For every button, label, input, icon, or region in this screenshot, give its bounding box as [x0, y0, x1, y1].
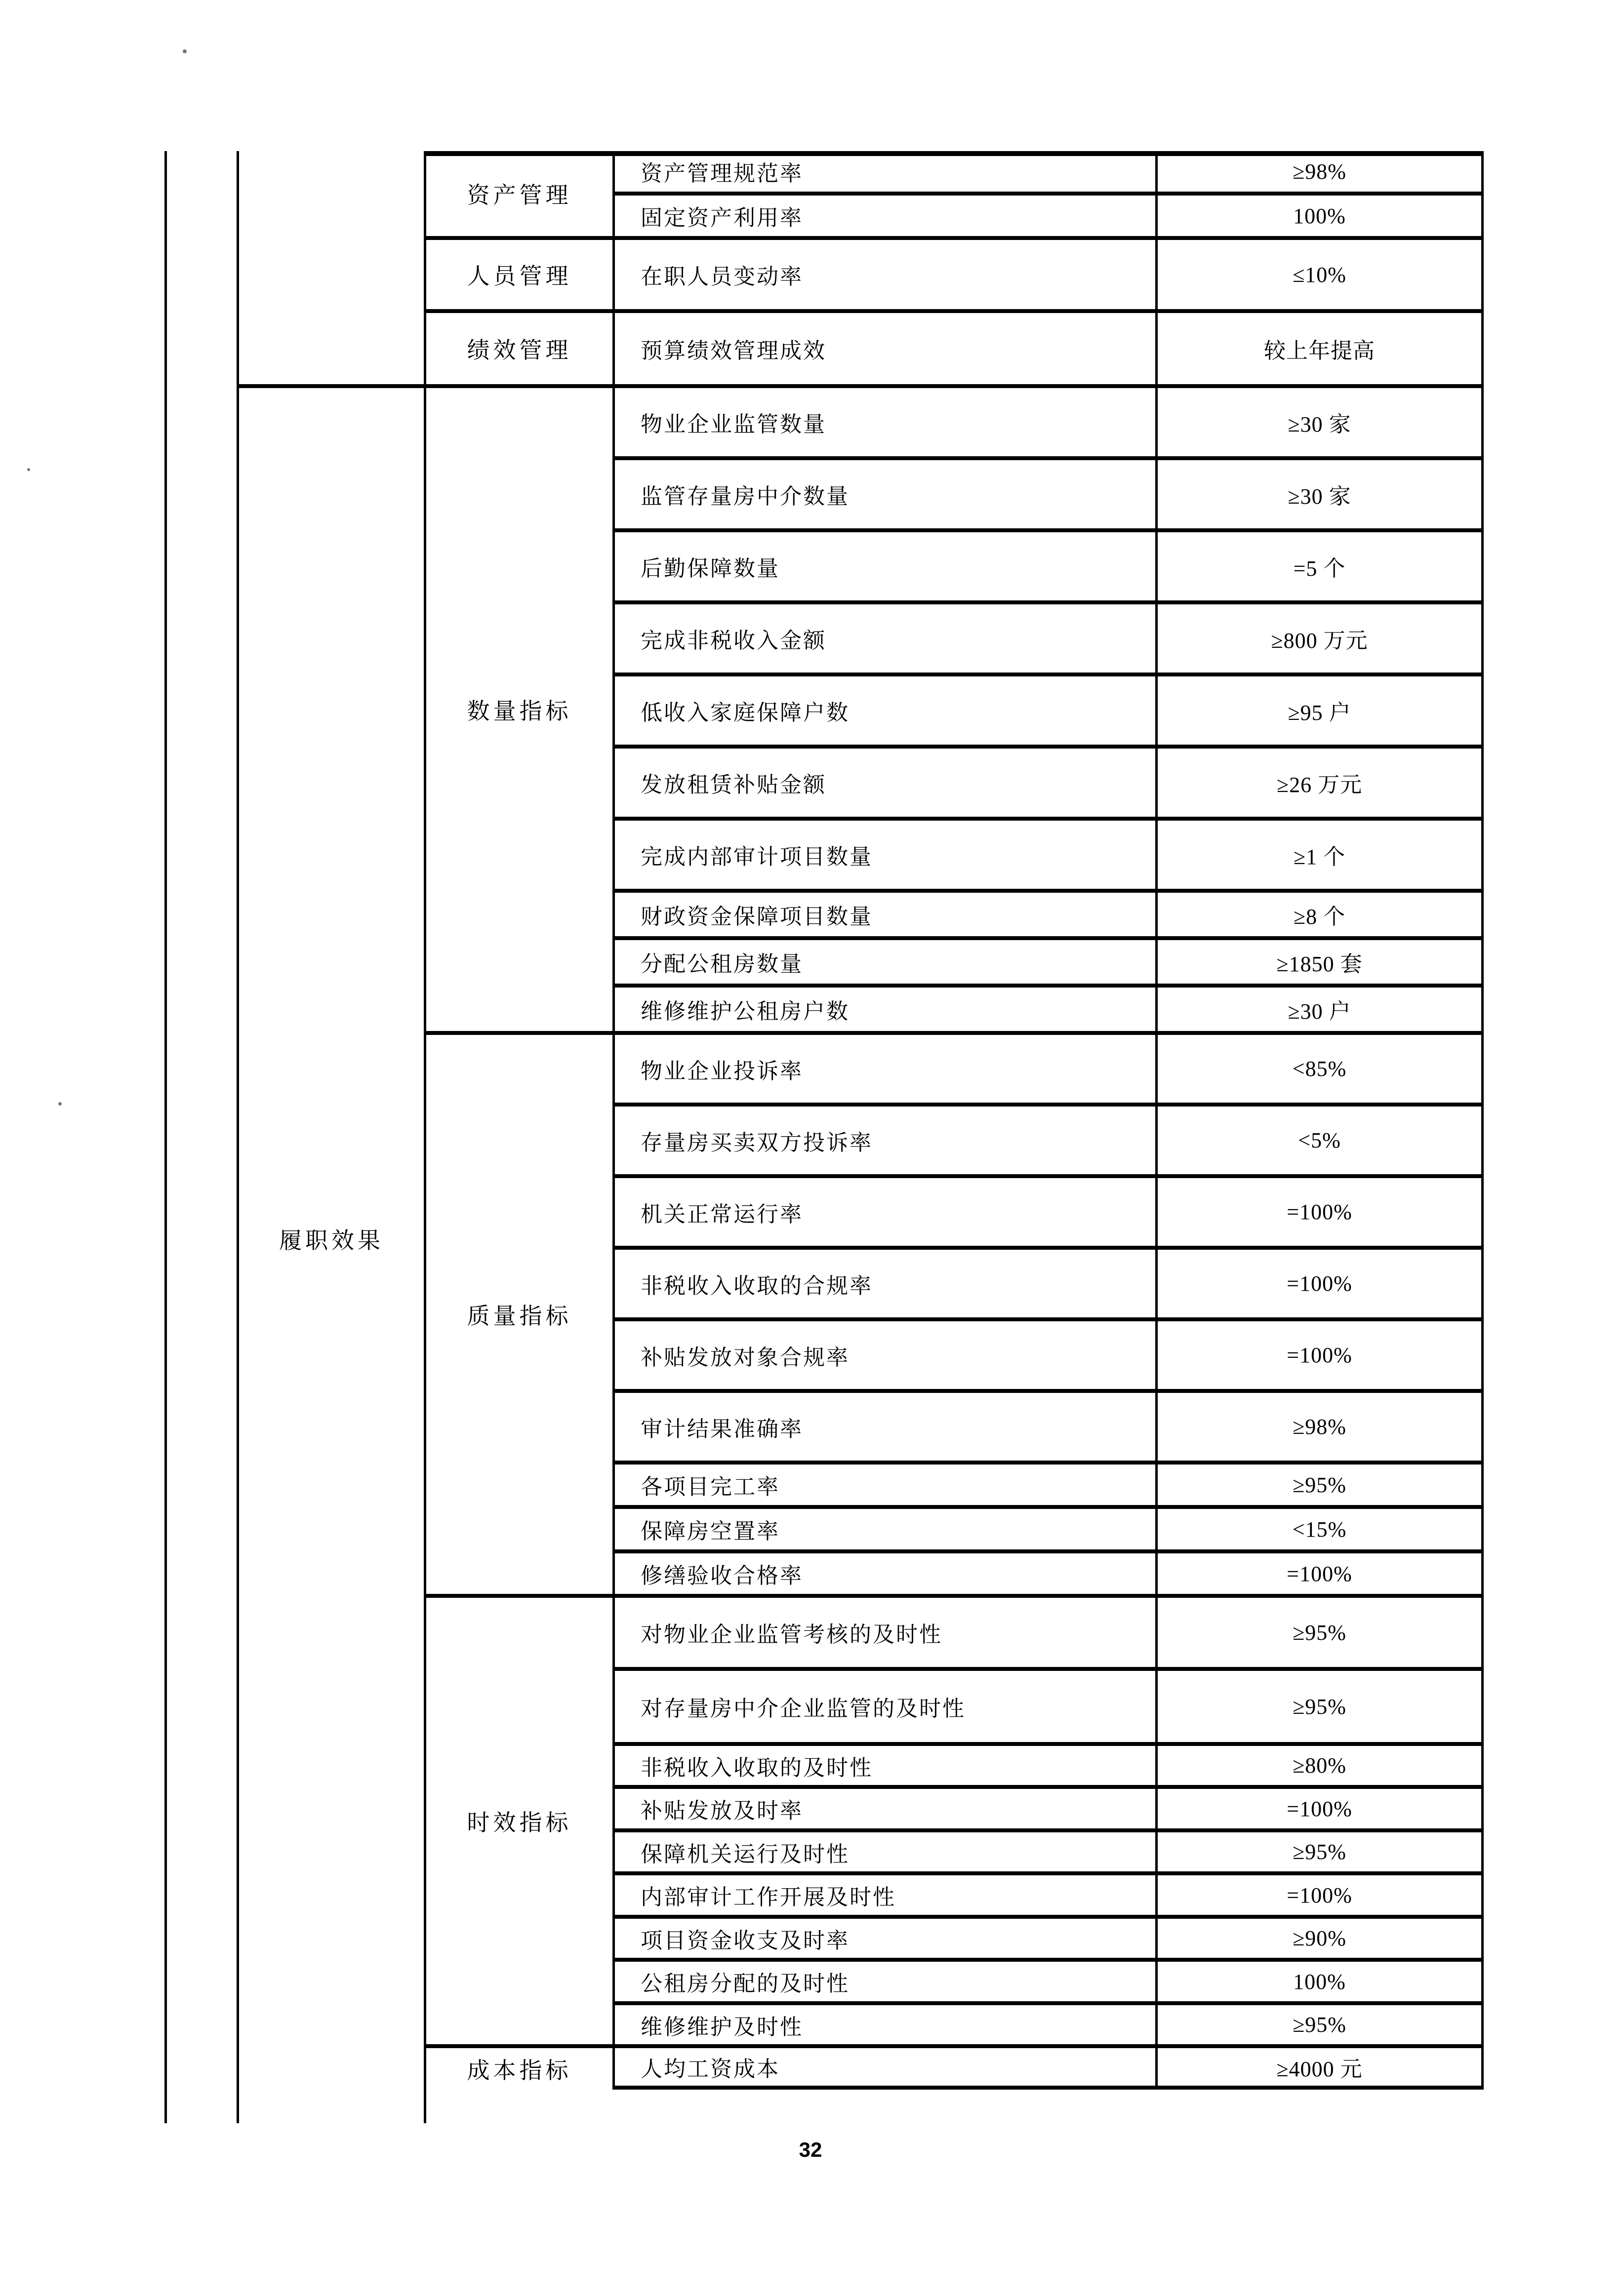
- section-column: [239, 151, 424, 2123]
- table-row: [615, 240, 1481, 313]
- table-top-border: [424, 151, 1484, 156]
- indicator-value-cell: =100%: [1287, 1883, 1352, 1907]
- indicator-name-cell: 维修维护公租房户数: [615, 988, 1158, 1031]
- indicator-name-cell: 资产管理规范率: [615, 151, 1158, 192]
- table-row: [615, 1553, 1481, 1598]
- indicator-value-cell: ≥26 万元: [1276, 773, 1363, 797]
- indicator-name-cell: 补贴发放及时率: [615, 1789, 1158, 1828]
- indicator-name-cell: 内部审计工作开展及时性: [615, 1875, 1158, 1915]
- table-row: [615, 2005, 1481, 2048]
- group-label-cell: 绩效管理: [426, 313, 612, 388]
- indicator-value-cell: =100%: [1287, 1561, 1352, 1586]
- indicator-name-cell: 保障机关运行及时性: [615, 1832, 1158, 1871]
- indicator-name-cell: 完成内部审计项目数量: [615, 821, 1158, 889]
- indicator-name-cell: 物业企业监管数量: [615, 388, 1158, 456]
- indicator-name-cell: 对存量房中介企业监管的及时性: [615, 1671, 1158, 1742]
- group-label-cell: 数量指标: [426, 388, 612, 1035]
- indicator-value-cell: =100%: [1287, 1200, 1352, 1224]
- indicator-name-cell: 人均工资成本: [615, 2048, 1158, 2086]
- indicator-name-cell: 公租房分配的及时性: [615, 1962, 1158, 2001]
- group-label-cell: 质量指标: [426, 1035, 612, 1598]
- indicator-name-cell: 发放租赁补贴金额: [615, 749, 1158, 817]
- indicator-value-cell: ≥4000 元: [1276, 2057, 1363, 2081]
- table-row: [615, 196, 1481, 240]
- table-row: [615, 388, 1481, 460]
- indicator-value-cell: ≥90%: [1293, 1926, 1346, 1950]
- indicator-name-cell: 物业企业投诉率: [615, 1035, 1158, 1103]
- table-row: [615, 676, 1481, 749]
- table-row: [615, 1671, 1481, 1746]
- group-column: [424, 151, 612, 2123]
- table-row: [615, 893, 1481, 940]
- indicator-name-cell: 后勤保障数量: [615, 532, 1158, 600]
- page-number: 32: [799, 2138, 822, 2161]
- indicator-value-cell: <5%: [1298, 1128, 1341, 1152]
- indicator-value-cell: <85%: [1292, 1057, 1347, 1081]
- indicator-value-cell: 100%: [1293, 1969, 1346, 1994]
- table-row: [615, 1178, 1481, 1250]
- scan-speck: [58, 1102, 62, 1106]
- group-label-cell: 时效指标: [426, 1598, 612, 2048]
- indicator-value-cell: ≥30 家: [1288, 412, 1351, 436]
- indicator-value-cell: ≥1 个: [1293, 845, 1346, 869]
- table-row: [615, 313, 1481, 388]
- table-row: [615, 749, 1481, 821]
- group-label-cell: 人员管理: [426, 240, 612, 313]
- indicator-value-cell: ≥95%: [1293, 1472, 1346, 1497]
- table-row: [615, 1035, 1481, 1107]
- indicator-name-cell: 项目资金收支及时率: [615, 1919, 1158, 1958]
- indicator-name-cell: 完成非税收入金额: [615, 604, 1158, 673]
- indicator-name-cell: 机关正常运行率: [615, 1178, 1158, 1246]
- table-row: [615, 1465, 1481, 1509]
- indicator-value-cell: ≥800 万元: [1271, 629, 1368, 653]
- indicator-name-cell: 各项目完工率: [615, 1465, 1158, 1505]
- table-row: [615, 1919, 1481, 1962]
- table-row: [615, 1962, 1481, 2005]
- indicator-value-cell: =100%: [1287, 1271, 1352, 1296]
- group-label-cell: 成本指标: [467, 2058, 572, 2083]
- table-row: [615, 532, 1481, 604]
- indicator-name-cell: 财政资金保障项目数量: [615, 893, 1158, 936]
- table-row: [615, 1250, 1481, 1321]
- table-row: [615, 1746, 1481, 1789]
- indicator-value-cell: 100%: [1293, 203, 1346, 228]
- indicator-name-cell: 审计结果准确率: [615, 1393, 1158, 1461]
- table-row: [615, 1875, 1481, 1919]
- indicator-value-cell: ≥30 家: [1288, 484, 1351, 509]
- indicator-value-cell: ≥1850 套: [1276, 952, 1363, 976]
- indicator-value-cell: =100%: [1287, 1796, 1352, 1821]
- indicator-value-cell: ≥95%: [1293, 2013, 1346, 2037]
- indicator-value-cell: ≥98%: [1293, 1415, 1346, 1439]
- indicator-name-cell: 维修维护及时性: [615, 2005, 1158, 2044]
- indicator-value-cell: ≤10%: [1293, 262, 1346, 287]
- section-label-cell: [239, 151, 424, 388]
- indicator-name-cell: 修缮验收合格率: [615, 1553, 1158, 1594]
- table-row: [615, 988, 1481, 1035]
- indicator-name-cell: 固定资产利用率: [615, 196, 1158, 236]
- indicator-value-cell: ≥30 户: [1288, 999, 1351, 1024]
- table-row: [615, 1393, 1481, 1465]
- table-row: [615, 1321, 1481, 1393]
- scan-speck: [183, 49, 187, 53]
- indicator-name-cell: 监管存量房中介数量: [615, 460, 1158, 528]
- indicator-value-cell: =5 个: [1293, 556, 1346, 581]
- table-row: [615, 1598, 1481, 1671]
- indicator-name-cell: 保障房空置率: [615, 1509, 1158, 1549]
- indicator-value-cell: ≥95 户: [1288, 701, 1351, 725]
- indicator-name-cell: 在职人员变动率: [615, 240, 1158, 309]
- table-row: [615, 940, 1481, 988]
- table-row: [615, 1832, 1481, 1875]
- table-row: [615, 604, 1481, 676]
- continuation-column: [164, 151, 239, 2123]
- indicator-value-cell: =100%: [1287, 1343, 1352, 1367]
- indicator-name-cell: 预算绩效管理成效: [615, 313, 1158, 384]
- indicator-value-cell: ≥98%: [1293, 159, 1346, 184]
- indicator-value-cell: ≥80%: [1293, 1753, 1346, 1778]
- indicator-value-cell: 较上年提高: [1264, 339, 1375, 363]
- indicator-table: [164, 151, 1484, 2123]
- indicator-value-cell: ≥8 个: [1293, 905, 1346, 929]
- indicator-value-cell: ≥95%: [1293, 1620, 1346, 1645]
- indicator-name-cell: 低收入家庭保障户数: [615, 676, 1158, 745]
- scan-speck: [27, 468, 30, 471]
- table-row: [615, 460, 1481, 532]
- indicator-name-cell: 非税收入收取的及时性: [615, 1746, 1158, 1785]
- table-row: [615, 151, 1481, 196]
- indicator-value-cell: <15%: [1292, 1517, 1347, 1542]
- indicator-name-cell: 存量房买卖双方投诉率: [615, 1107, 1158, 1174]
- indicator-name-cell: 补贴发放对象合规率: [615, 1321, 1158, 1389]
- table-row: [615, 821, 1481, 893]
- section-label-cell: 履职效果: [279, 1228, 384, 1253]
- indicator-value-cell: ≥95%: [1293, 1694, 1346, 1719]
- table-row: [615, 2048, 1481, 2090]
- indicator-name-cell: 非税收入收取的合规率: [615, 1250, 1158, 1317]
- table-row: [615, 1107, 1481, 1178]
- table-row: [615, 1789, 1481, 1832]
- rows-column: [612, 151, 1484, 2090]
- indicator-name-cell: 对物业企业监管考核的及时性: [615, 1598, 1158, 1667]
- group-label-cell: 资产管理: [426, 151, 612, 240]
- indicator-name-cell: 分配公租房数量: [615, 940, 1158, 984]
- indicator-value-cell: ≥95%: [1293, 1840, 1346, 1864]
- table-row: [615, 1509, 1481, 1553]
